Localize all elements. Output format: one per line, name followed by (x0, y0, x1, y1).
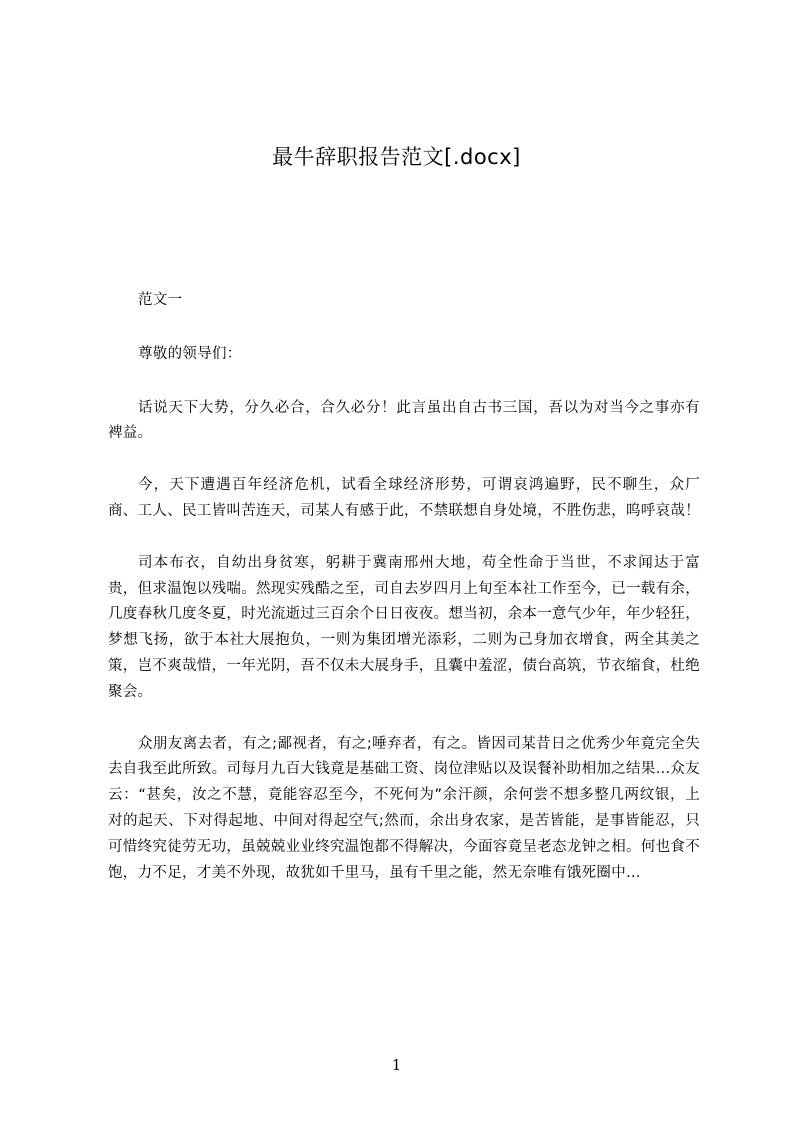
body-paragraph: 话说天下大势，分久必合，合久必分！此言虽出自古书三国，吾以为对当今之事亦有裨益。 (108, 399, 700, 442)
section-heading: 范文一 (138, 292, 183, 308)
salutation: 尊敬的领导们： (138, 345, 242, 362)
body-paragraph: 司本布衣，自幼出身贫寒，躬耕于冀南邢州大地，苟全性命于当世，不求闻达于富贵，但求温饱以残喘。然现实残酷之至，司自去岁四月上旬至本社工作至今，已一载有余，几度春秋几度冬夏，时光流逝过三百余个日日夜夜。想当初，余本一意气少年，年少轻狂，梦想飞扬，欲于本社大展抱负，一则为集团增光添彩，二则为己身加衣增食，两全其美之策，岂不爽哉惜，一年光阴，吾不仅未大展身手，且囊中羞涩，债台高筑，节衣缩食，杜绝聚会。 (108, 554, 700, 700)
body-paragraph: 今，天下遭遇百年经济危机，试看全球经济形势，可谓哀鸿遍野，民不聊生，众厂商、工人、民工皆叫苦连天，司某人有感于此，不禁联想自身处境，不胜伤悲，呜呼哀哉！ (108, 477, 700, 519)
body-paragraph: 众朋友离去者，有之;鄙视者，有之;唾弃者，有之。皆因司某昔日之优秀少年竟完全失去自我至此所致。司每月九百大钱竟是基础工资、岗位津贴以及误餐补助相加之结果…众友云：“甚矣，汝之不慧，竟能容忍至今，不死何为”余汗颜，余何尝不想多整几两纹银，上对的起天、下对得起地、中间对得起空气;然而，余出身农家，是苦皆能，是事皆能忍，只可惜终究徒劳无功，虽兢兢业业终究温饱都不得解决，今面容竟呈老态龙钟之相。何也食不饱，力不足，才美不外现，故犹如千里马，虽有千里之能，然无奈唯有饿死圈中… (108, 735, 700, 881)
page-number: 1 (391, 1056, 402, 1074)
document-title: 最牛辞职报告范文[.docx] (272, 145, 521, 169)
document-body (108, 288, 700, 912)
